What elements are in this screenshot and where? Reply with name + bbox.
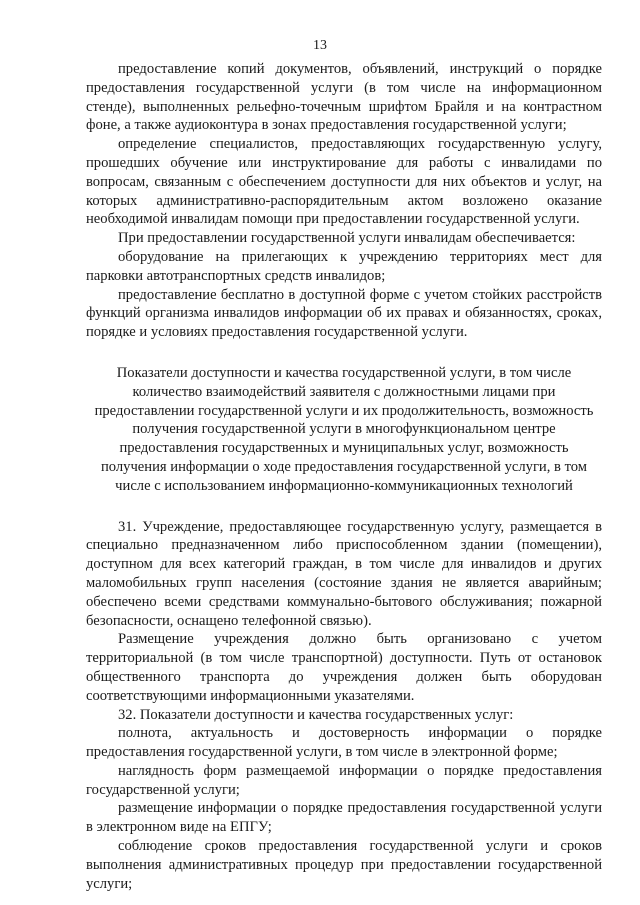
paragraph-specialists: определение специалистов, предоставляющих государственную услугу, прошедших обучение или инструктирование для работы с инвалидами по вопросам, связанным с обеспечением доступности для них объектов и услуг, на которых административно-распорядительным актом возложено оказание необходимой инвалидам помощи при предоставлении государственной услуги. bbox=[86, 136, 602, 228]
document-body bbox=[86, 60, 602, 893]
paragraph-epgu: размещение информации о порядке предоставления государственной услуги в электронном виде на ЕПГУ; bbox=[86, 800, 602, 836]
paragraph-completeness: полнота, актуальность и достоверность информации о порядке предоставления государственной услуги, в том числе в электронной форме; bbox=[86, 725, 602, 761]
paragraph-braille-materials: предоставление копий документов, объявлений, инструкций о порядке предоставления государственной услуги (в том числе на информационном стенде), выполненных рельефно-точечным шрифтом Брайля и на контрастном фоне, а также аудиоконтура в зонах предоставления государственной услуги; bbox=[86, 61, 602, 134]
page-number: 13 bbox=[313, 38, 327, 53]
paragraph-provided-for-disabled: При предоставлении государственной услуги инвалидам обеспечивается: bbox=[118, 230, 576, 247]
paragraph-free-information: предоставление бесплатно в доступной форме с учетом стойких расстройств функций организма инвалидов информации об их правах и обязанностях, сроках, порядке и условиях предоставления государственной услуги. bbox=[86, 286, 602, 341]
paragraph-visibility: наглядность форм размещаемой информации о порядке предоставления государственной услуги; bbox=[86, 762, 602, 798]
paragraph-placement: Размещение учреждения должно быть организовано с учетом территориальной (в том числе транспортной) доступности. Путь от остановок общественного транспорта до учреждения должен быть оборудован соответствующими информационными указателями. bbox=[86, 631, 602, 704]
section-heading: Показатели доступности и качества государственной услуги, в том числе количество взаимодействий заявителя с должностными лицами при предоставлении государственной услуги и их продолжительность, возможность получения государственной услуги в многофункциональном центре предоставления государственных и муниципальных услуг, возможность получения информации о ходе предоставления государственной услуги, в том числе с использованием информационно-коммуникационных технологий bbox=[94, 364, 594, 494]
paragraph-deadlines: соблюдение сроков предоставления государственной услуги и сроков выполнения административных процедур при предоставлении государственной услуги; bbox=[86, 838, 602, 892]
paragraph-parking: оборудование на прилегающих к учреждению территориях мест для парковки автотранспортных средств инвалидов; bbox=[86, 248, 602, 284]
paragraph-31-premises: 31. Учреждение, предоставляющее государственную услугу, размещается в специально предназначенном либо приспособленном здании (помещении), доступном для всех категорий граждан, в том числе для инвалидов и других маломобильных групп населения (состояние здания не является аварийным; обеспечено всеми средствами коммунально-бытового обслуживания; пожарной безопасности, оснащено телефонной связью). bbox=[86, 518, 602, 629]
paragraph-32-indicators: 32. Показатели доступности и качества государственных услуг: bbox=[118, 706, 514, 723]
